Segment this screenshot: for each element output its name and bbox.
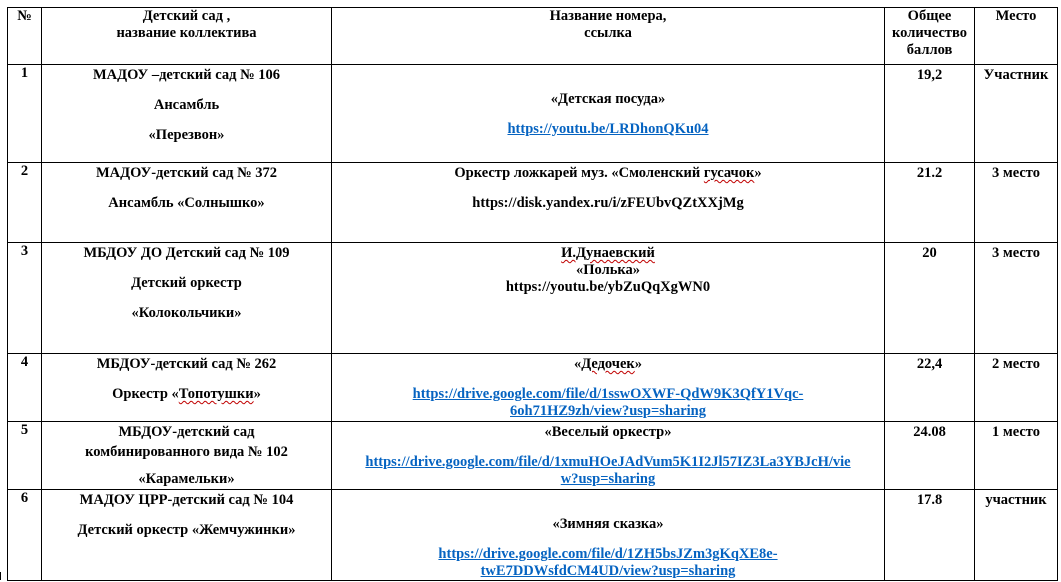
page-corner-mark [0, 572, 4, 580]
header-place: Место [975, 8, 1058, 65]
row-title [332, 243, 885, 354]
header-title-sub: ссылка [584, 25, 632, 41]
title-part: » [634, 356, 643, 372]
performance-title: «Детская посуда» [550, 91, 666, 107]
performance-title: «Зимняя сказка» [552, 516, 664, 532]
row-score: 24.08 [885, 422, 975, 490]
kg-part: Оркестр « [112, 386, 179, 402]
row-kindergarten [42, 65, 332, 163]
header-kindergarten-label: Детский сад , [142, 8, 231, 24]
kindergarten-line: МБДОУ ДО Детский сад № 109 [83, 245, 290, 261]
video-link[interactable]: https://youtu.be/LRDhonQKu04 [507, 121, 709, 137]
row-num: 1 [8, 65, 42, 163]
table-row [8, 354, 1058, 422]
table-row [8, 490, 1058, 581]
header-title [332, 8, 885, 65]
title-part: гусачок [703, 165, 755, 181]
header-score-3: баллов [906, 42, 953, 58]
video-link-cont[interactable]: 6oh71HZ9zh/view?usp=sharing [510, 403, 706, 419]
row-score: 20 [885, 243, 975, 354]
row-title [332, 65, 885, 163]
row-num: 2 [8, 163, 42, 243]
performance-title [335, 356, 881, 373]
header-title-label: Название номера, [549, 8, 667, 24]
row-title [332, 422, 885, 490]
row-score: 19,2 [885, 65, 975, 163]
kindergarten-line: комбинированного вида № 102 [85, 444, 288, 460]
row-title [332, 163, 885, 243]
video-link-cont[interactable]: w?usp=sharing [560, 471, 656, 487]
table-row [8, 422, 1058, 490]
row-kindergarten [42, 243, 332, 354]
row-place: 1 место [975, 422, 1058, 490]
row-score: 21.2 [885, 163, 975, 243]
row-place: Участник [975, 65, 1058, 163]
title-part: Дедочек [581, 356, 635, 372]
table-row [8, 243, 1058, 354]
kindergarten-line: МАДОУ-детский сад № 372 [95, 165, 278, 181]
row-title [332, 354, 885, 422]
row-place: участник [975, 490, 1058, 581]
title-part: Оркестр ложкарей муз. «Смоленский [454, 165, 704, 181]
kindergarten-line: МАДОУ ЦРР-детский сад № 104 [79, 492, 294, 508]
header-row [8, 8, 1058, 65]
kindergarten-line: МБДОУ-детский сад № 262 [96, 356, 277, 372]
row-score: 17.8 [885, 490, 975, 581]
kg-part: » [253, 386, 261, 402]
row-num: 3 [8, 243, 42, 354]
row-kindergarten [42, 422, 332, 490]
video-link[interactable]: https://drive.google.com/file/d/1ZH5bsJZm3gKqXE8e- [438, 546, 778, 562]
kindergarten-line: «Карамельки» [138, 471, 235, 487]
kindergarten-line: Ансамбль «Солнышко» [108, 195, 265, 211]
kg-part: Топотушки [178, 386, 254, 402]
kindergarten-line: Детский оркестр «Жемчужинки» [77, 522, 296, 538]
row-kindergarten [42, 354, 332, 422]
performance-title [335, 165, 881, 182]
table-row [8, 65, 1058, 163]
row-place: 3 место [975, 243, 1058, 354]
row-title [332, 490, 885, 581]
kindergarten-line [45, 386, 328, 403]
video-link[interactable]: https://drive.google.com/file/d/1xmuHOeJAdVum5K1I2Jl57IZ3La3YBJcH/vie [365, 454, 851, 470]
header-score-2: количество [891, 25, 968, 41]
row-kindergarten [42, 490, 332, 581]
table-row [8, 163, 1058, 243]
video-link[interactable]: https://youtu.be/ybZuQqXgWN0 [505, 279, 711, 295]
video-link[interactable]: https://disk.yandex.ru/i/zFEUbvQZtXXjMg [472, 195, 744, 211]
performance-title: «Веселый оркестр» [544, 424, 672, 440]
kindergarten-line: «Перезвон» [148, 127, 225, 143]
kindergarten-line: «Колокольчики» [131, 305, 242, 321]
row-score: 22,4 [885, 354, 975, 422]
kindergarten-line: МБДОУ-детский сад [118, 424, 255, 440]
kindergarten-line: МАДОУ –детский сад № 106 [92, 67, 281, 83]
row-num: 6 [8, 490, 42, 581]
header-kindergarten [42, 8, 332, 65]
row-place: 3 место [975, 163, 1058, 243]
row-num: 5 [8, 422, 42, 490]
row-num: 4 [8, 354, 42, 422]
row-kindergarten [42, 163, 332, 243]
kindergarten-line: Детский оркестр [131, 275, 242, 291]
title-part: » [754, 165, 762, 181]
results-table [7, 7, 1058, 581]
composer-name: И.Дунаевский [561, 245, 655, 261]
header-score [885, 8, 975, 65]
row-place: 2 место [975, 354, 1058, 422]
composer [335, 245, 881, 262]
title-part: « [573, 356, 582, 372]
kindergarten-line: Ансамбль [153, 97, 220, 113]
video-link[interactable]: https://drive.google.com/file/d/1sswOXWF-QdW9K3QfY1Vqc- [412, 386, 804, 402]
performance-title: «Полька» [575, 262, 641, 278]
video-link-cont[interactable]: twE7DDWsfdCM4UD/view?usp=sharing [480, 563, 736, 579]
header-kindergarten-sub: название коллектива [116, 25, 257, 41]
header-num: № [8, 8, 42, 65]
header-score-1: Общее [907, 8, 952, 24]
